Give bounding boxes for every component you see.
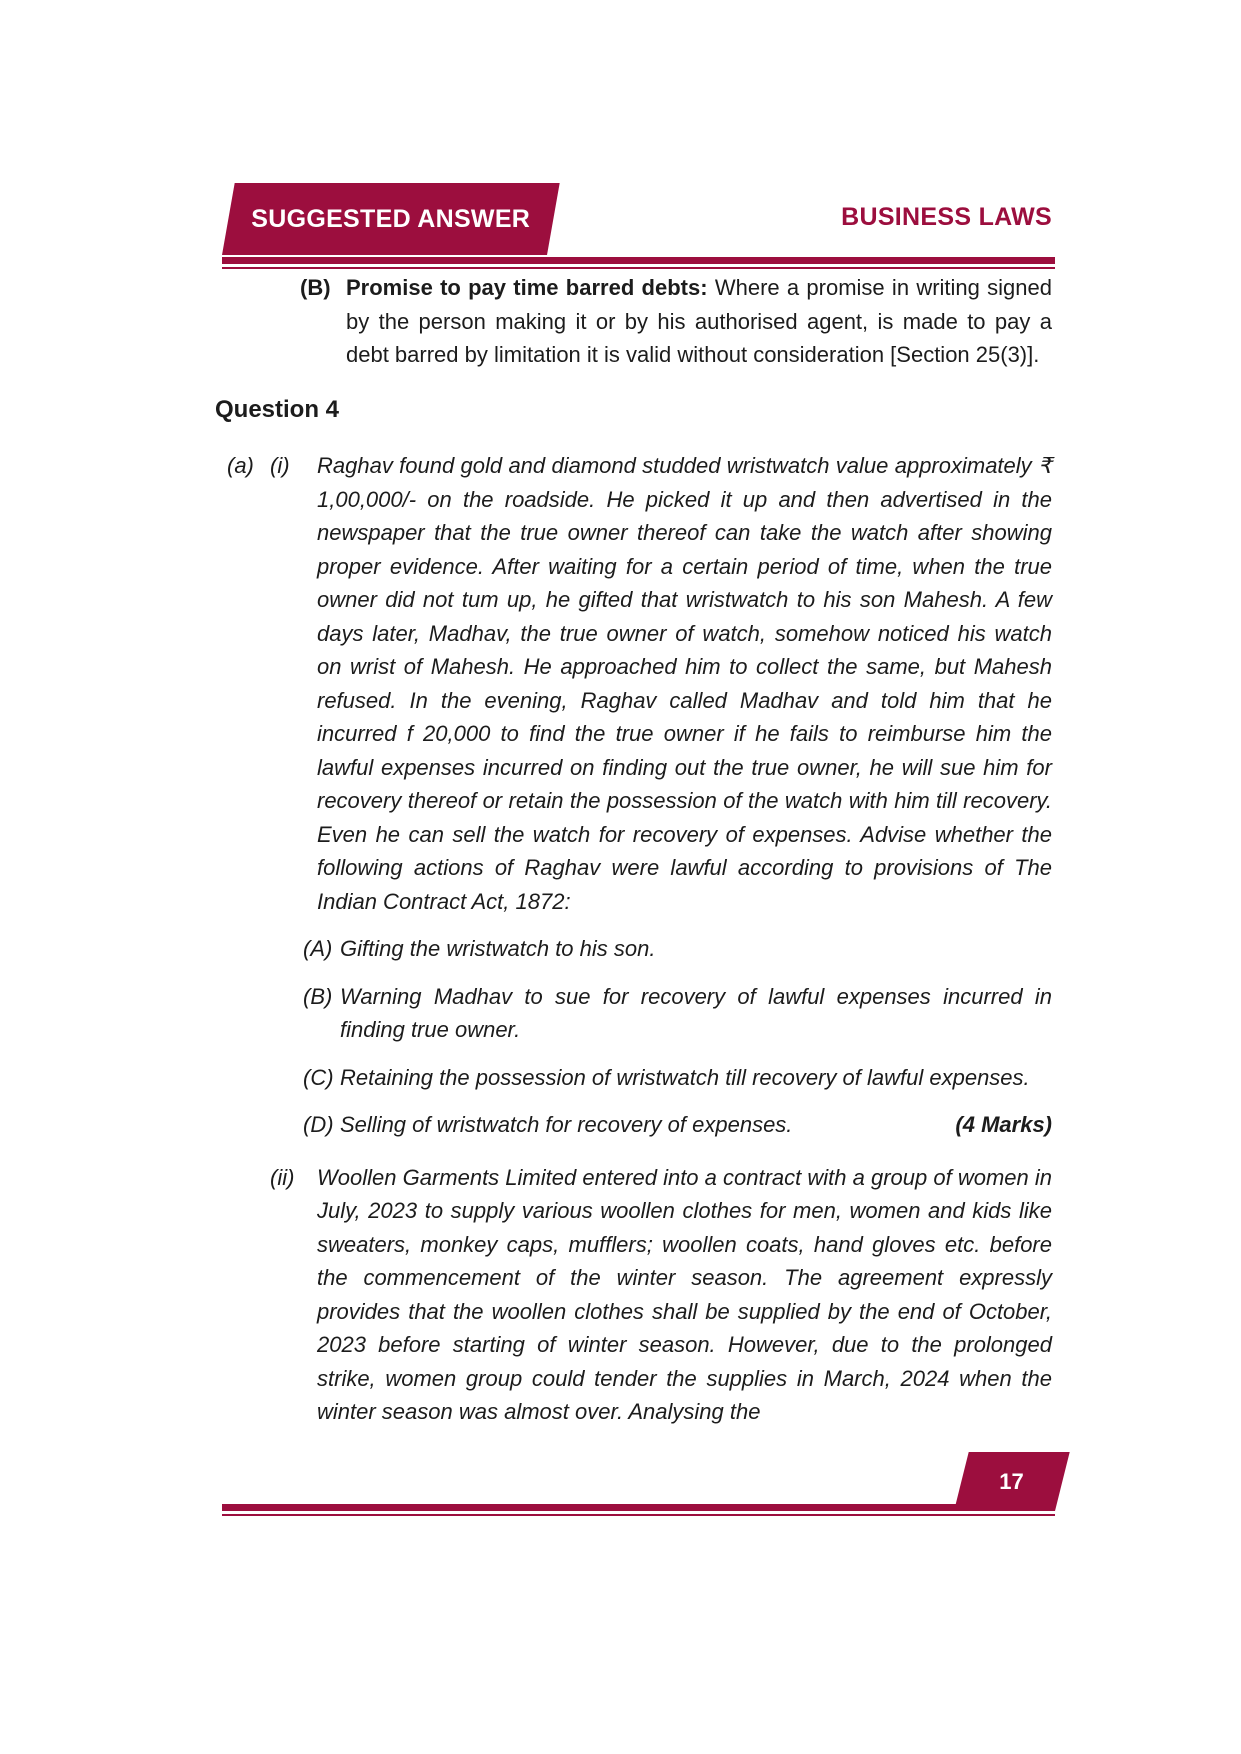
banner-label: SUGGESTED ANSWER <box>251 204 531 233</box>
footer-rule-thin <box>222 1514 1055 1516</box>
option-c-text: Retaining the possession of wristwatch till recovery of lawful expenses. <box>340 1064 1030 1090</box>
part-a-item-ii-paragraph <box>270 1161 1052 1429</box>
answer-b-text <box>346 271 1052 372</box>
suggested-answer-banner <box>222 183 560 255</box>
answer-b-label: (B) <box>300 275 331 300</box>
option-row-c <box>303 1061 1052 1095</box>
option-row-b <box>303 980 1052 1047</box>
answer-b-body: Where a promise in writing signed by the person making it or by his authorised agent, is made to pay a debt barred by limitation it is valid without consideration [Section 25(3)]. <box>346 275 1052 367</box>
option-b-text: Warning Madhav to sue for recovery of lawful expenses incurred in finding true owner. <box>340 983 1052 1042</box>
option-row-a <box>303 932 1052 966</box>
part-a-item-i-paragraph <box>227 449 1052 918</box>
option-row-d <box>303 1108 1052 1142</box>
option-d-line <box>340 1108 1052 1142</box>
answer-b-paragraph <box>300 271 1052 372</box>
part-a-label: (a) <box>227 453 254 478</box>
header-rule-thin <box>222 267 1055 269</box>
option-a-text: Gifting the wristwatch to his son. <box>340 936 656 961</box>
item-i-label: (i) <box>270 453 290 478</box>
footer-rule-thick <box>222 1504 1055 1511</box>
option-c-label: (C) <box>303 1064 334 1090</box>
answer-b-bold-lead: Promise to pay time barred debts: <box>346 275 708 300</box>
marks-label: (4 Marks) <box>955 1112 1052 1137</box>
header-rule-thick <box>222 257 1055 264</box>
item-i-text: Raghav found gold and diamond studded wristwatch value approximately ₹ 1,00,000/- on the roadside. He picked it up and then advertised in the newspaper that the true owner thereof can take the watch after showing proper evidence. After waiting for a certain period of time, when the true owner did not tum up, he gifted that wristwatch to his son Mahesh. A few days later, Madhav, the true owner of watch, somehow noticed his watch on wrist of Mahesh. He approached him to collect the same, but Mahesh refused. In the evening, Raghav called Madhav and told him that he incurred f 20,000 to find the true owner if he fails to reimburse him the lawful expenses incurred on finding out the true owner, he will sue him for recovery thereof or retain the possession of the watch with him till recovery. Even he can sell the watch for recovery of expenses. Advise whether the following actions of Raghav were lawful according to provisions of The Indian Contract Act, 1872: <box>317 453 1052 914</box>
item-ii-label: (ii) <box>270 1164 295 1190</box>
question-4-heading: Question 4 <box>215 395 340 423</box>
option-d-text: Selling of wristwatch for recovery of expenses. <box>340 1112 793 1137</box>
subject-title: BUSINESS LAWS <box>841 203 1052 231</box>
option-d-label: (D) <box>303 1112 334 1137</box>
option-a-label: (A) <box>303 936 333 961</box>
item-ii-text: Woollen Garments Limited entered into a contract with a group of women in July, 2023 to supply various woollen clothes for men, women and kids like sweaters, monkey caps, mufflers; woollen coats, hand gloves etc. before the commencement of the winter season. The agreement expressly provides that the woollen clothes shall be supplied by the end of October, 2023 before starting of winter season. However, due to the prolonged strike, women group could tender the supplies in March, 2024 when the winter season was almost over. Analysing the <box>317 1164 1052 1424</box>
page-number: 17 <box>999 1468 1025 1494</box>
page-number-box <box>954 1452 1070 1511</box>
option-b-label: (B) <box>303 983 333 1009</box>
page-content <box>215 271 1052 1429</box>
